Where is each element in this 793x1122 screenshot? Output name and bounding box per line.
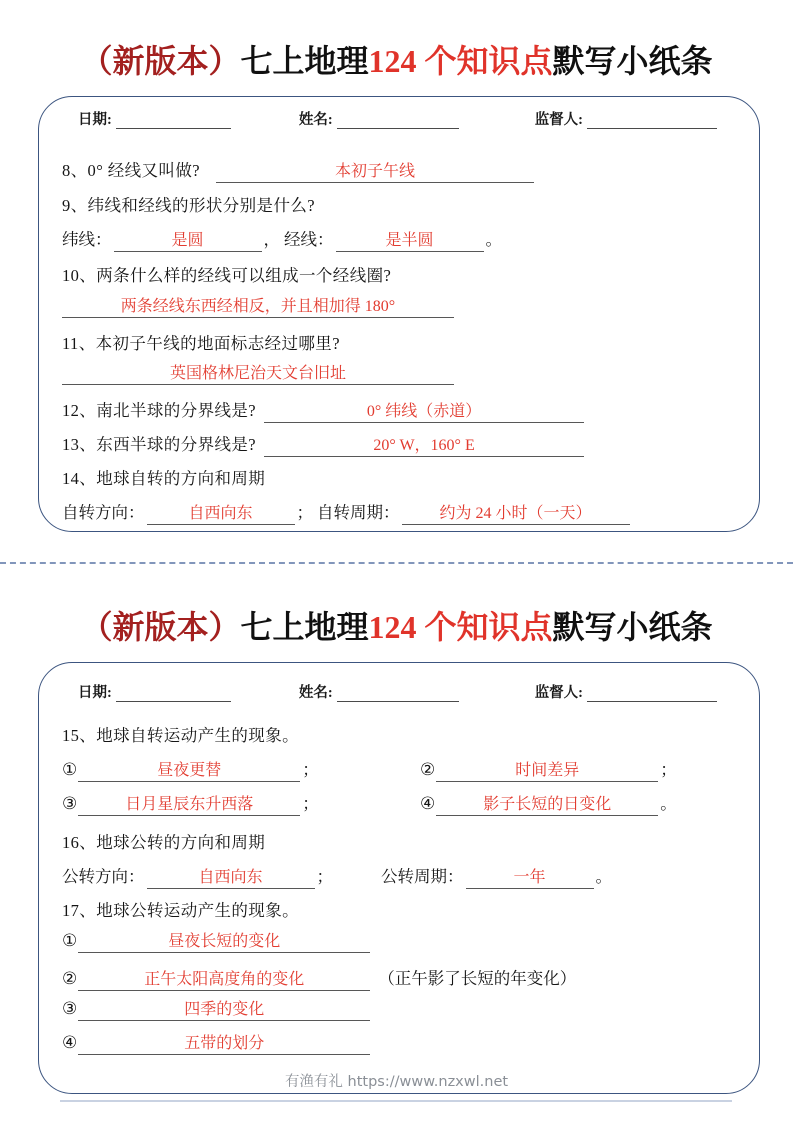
question-15-tail-3: ；	[302, 794, 319, 813]
question-16-tail: 。	[595, 867, 612, 886]
question-14-label-1: 自转方向：	[62, 503, 145, 522]
supervisor-label-1: 监督人:	[534, 112, 584, 128]
supervisor-field-1[interactable]	[535, 108, 717, 129]
question-14	[62, 465, 265, 489]
question-16-text: 16、地球公转的方向和周期	[62, 833, 266, 852]
question-10-answer[interactable]: 两条经线东西经相反，并且相加得 180°	[62, 296, 454, 318]
question-10	[62, 262, 391, 286]
date-label-2: 日期:	[78, 685, 112, 701]
question-17-item-4	[62, 1033, 378, 1055]
question-17	[62, 897, 299, 921]
title-mid-2: 七上地理	[240, 609, 369, 645]
title-number-2: 124 个知识点	[368, 609, 553, 645]
question-12-text: 12、南北半球的分界线是?	[62, 401, 257, 420]
ghost-text-left	[96, 1106, 99, 1118]
name-label-1: 姓名:	[298, 112, 333, 128]
title-suffix-2: 默写小纸条	[552, 609, 713, 645]
page-title-2	[0, 602, 793, 648]
question-16-label-1: 公转方向：	[62, 867, 145, 886]
question-9-answer-2[interactable]: 是半圆	[336, 230, 484, 252]
question-15-answer-2[interactable]: 时间差异	[436, 760, 658, 782]
question-15-answer-4[interactable]: 影子长短的日变化	[436, 794, 658, 816]
title-suffix-1: 默写小纸条	[552, 43, 713, 79]
supervisor-label-2: 监督人:	[534, 685, 584, 701]
question-16-answer-2[interactable]: 一年	[466, 867, 594, 889]
circled-number-icon: ④	[420, 794, 436, 813]
question-16-answer-1[interactable]: 自西向东	[147, 867, 315, 889]
question-14-answers	[62, 499, 630, 525]
circled-number-icon: ②	[420, 760, 436, 779]
ghost-rule	[60, 1100, 732, 1102]
question-9-text: 9、纬线和经线的形状分别是什么?	[62, 196, 315, 215]
question-15-item-1	[62, 756, 319, 782]
question-9-answer-1[interactable]: 是圆	[114, 230, 262, 252]
question-15-tail-4: 。	[660, 794, 677, 813]
question-8	[62, 157, 534, 183]
question-15-tail-2: ；	[660, 760, 677, 779]
title-prefix-2: （新版本）	[80, 609, 241, 645]
meta-row-2	[78, 681, 738, 702]
title-prefix-1: （新版本）	[80, 43, 241, 79]
question-10-text: 10、两条什么样的经线可以组成一个经线圈?	[62, 266, 392, 285]
date-input-1[interactable]	[116, 113, 231, 129]
question-13	[62, 431, 584, 457]
question-9-answers	[62, 226, 502, 252]
question-17-item-1	[62, 931, 378, 953]
question-9-tail: 。	[485, 230, 502, 249]
name-input-1[interactable]	[337, 113, 459, 129]
name-label-2: 姓名:	[298, 685, 333, 701]
page-title-1	[0, 36, 793, 82]
supervisor-input-1[interactable]	[587, 113, 717, 129]
title-number-1: 124 个知识点	[368, 43, 553, 79]
question-16	[62, 829, 265, 853]
date-field-1[interactable]	[78, 108, 231, 129]
question-17-note-2: （正午影了长短的年变化）	[378, 969, 577, 988]
circled-number-icon: ①	[62, 931, 78, 950]
question-15-item-3	[62, 790, 319, 816]
question-17-answer-4[interactable]: 五带的划分	[78, 1033, 370, 1055]
supervisor-field-2[interactable]	[535, 681, 717, 702]
question-11-text: 11、本初子午线的地面标志经过哪里?	[62, 334, 340, 353]
question-9	[62, 192, 315, 216]
question-14-answer-2[interactable]: 约为 24 小时（一天）	[402, 503, 630, 525]
question-15-answer-3[interactable]: 日月星辰东升西落	[78, 794, 300, 816]
question-13-text: 13、东西半球的分界线是?	[62, 435, 257, 454]
question-14-separator: ；	[296, 503, 313, 522]
question-15-item-4	[420, 790, 677, 816]
supervisor-input-2[interactable]	[587, 686, 717, 702]
question-17-answer-2[interactable]: 正午太阳高度角的变化	[78, 969, 370, 991]
question-14-answer-1[interactable]: 自西向东	[147, 503, 295, 525]
date-input-2[interactable]	[116, 686, 231, 702]
question-11	[62, 330, 340, 354]
watermark-text: 有渔有礼 https://www.nzxwl.net	[284, 1074, 509, 1090]
question-15-tail-1: ；	[302, 760, 319, 779]
ghost-text-right	[430, 1106, 433, 1118]
name-input-2[interactable]	[337, 686, 459, 702]
question-14-label-2: 自转周期：	[317, 503, 400, 522]
name-field-1[interactable]	[299, 108, 459, 129]
question-16-label-2: 公转周期：	[381, 867, 464, 886]
circled-number-icon: ④	[62, 1033, 78, 1052]
question-12-answer[interactable]: 0° 纬线（赤道）	[264, 401, 584, 423]
circled-number-icon: ③	[62, 794, 78, 813]
question-15-answer-1[interactable]: 昼夜更替	[78, 760, 300, 782]
question-15-text: 15、地球自转运动产生的现象。	[62, 726, 299, 745]
question-9-label-1: 纬线：	[62, 230, 112, 249]
date-label-1: 日期:	[78, 112, 112, 128]
question-9-label-2: 经线：	[284, 230, 334, 249]
question-17-item-2	[62, 965, 576, 991]
question-17-answer-1[interactable]: 昼夜长短的变化	[78, 931, 370, 953]
question-16-answers	[62, 863, 612, 889]
question-15	[62, 722, 299, 746]
question-10-answer-row	[62, 296, 454, 318]
question-14-text: 14、地球自转的方向和周期	[62, 469, 266, 488]
question-17-answer-3[interactable]: 四季的变化	[78, 999, 370, 1021]
question-9-separator: ，	[263, 230, 280, 249]
meta-row-1	[78, 108, 738, 129]
question-11-answer[interactable]: 英国格林尼治天文台旧址	[62, 363, 454, 385]
question-17-item-3	[62, 999, 378, 1021]
question-15-item-2	[420, 756, 677, 782]
question-11-answer-row	[62, 363, 454, 385]
question-17-text: 17、地球公转运动产生的现象。	[62, 901, 299, 920]
title-mid-1: 七上地理	[240, 43, 369, 79]
cut-separator-line	[0, 562, 793, 564]
question-13-answer[interactable]: 20° W，160° E	[264, 435, 584, 457]
name-field-2[interactable]	[299, 681, 459, 702]
circled-number-icon: ①	[62, 760, 78, 779]
question-16-separator: ；	[316, 867, 333, 886]
date-field-2[interactable]	[78, 681, 231, 702]
question-8-text: 8、0° 经线又叫做?	[62, 161, 200, 180]
circled-number-icon: ②	[62, 969, 78, 988]
question-12	[62, 397, 584, 423]
question-8-answer[interactable]: 本初子午线	[216, 161, 534, 183]
circled-number-icon: ③	[62, 999, 78, 1018]
